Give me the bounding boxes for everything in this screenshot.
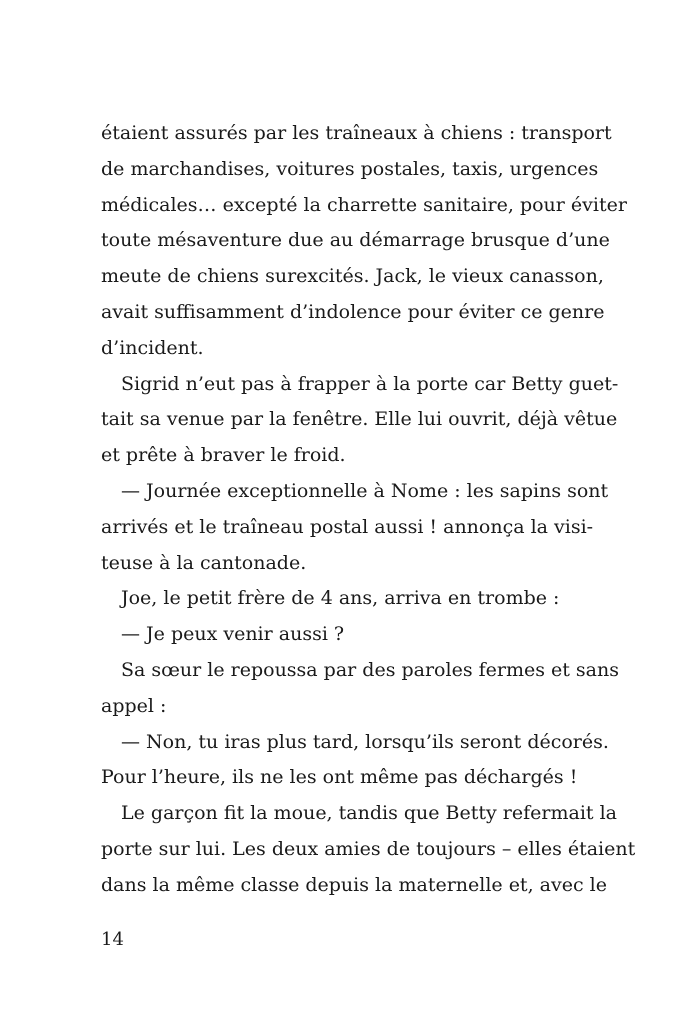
body-text xyxy=(101,116,636,904)
text-line: — Je peux venir aussi ? xyxy=(121,623,345,646)
text-line: — Journée exceptionnelle à Nome : les sapins sont xyxy=(121,479,609,502)
text-line: de marchandises, voitures postales, taxis, urgences xyxy=(101,157,599,180)
text-line: toute mésaventure due au démarrage brusque d’une xyxy=(101,229,610,252)
text-line: meute de chiens surexcités. Jack, le vieux canasson, xyxy=(101,265,604,288)
text-line: dans la même classe depuis la maternelle et, avec le xyxy=(101,873,607,896)
text-line: médicales… excepté la charrette sanitaire, pour éviter xyxy=(101,193,627,216)
page-number: 14 xyxy=(101,929,124,950)
text-line: Le garçon fit la moue, tandis que Betty refermait la xyxy=(121,802,617,825)
text-line: teuse à la cantonade. xyxy=(101,551,307,574)
text-line: tait sa venue par la fenêtre. Elle lui ouvrit, déjà vêtue xyxy=(101,408,618,431)
text-line: d’incident. xyxy=(101,336,204,359)
text-line: arrivés et le traîneau postal aussi ! annonça la visi- xyxy=(101,515,594,538)
text-line: avait suffisamment d’indolence pour éviter ce genre xyxy=(101,300,605,323)
text-line: Sa sœur le repoussa par des paroles fermes et sans xyxy=(121,658,619,681)
text-line: et prête à braver le froid. xyxy=(101,444,346,467)
text-line: Joe, le petit frère de 4 ans, arriva en trombe : xyxy=(121,587,560,610)
text-line: Sigrid n’eut pas à frapper à la porte car Betty guet- xyxy=(121,372,619,395)
text-line: — Non, tu iras plus tard, lorsqu’ils seront décorés. xyxy=(121,730,609,753)
text-line: Pour l’heure, ils ne les ont même pas déchargés ! xyxy=(101,766,578,789)
text-line: appel : xyxy=(101,694,167,717)
text-line: étaient assurés par les traîneaux à chiens : transport xyxy=(101,122,612,144)
text-line: porte sur lui. Les deux amies de toujours – elles étaient xyxy=(101,837,636,860)
